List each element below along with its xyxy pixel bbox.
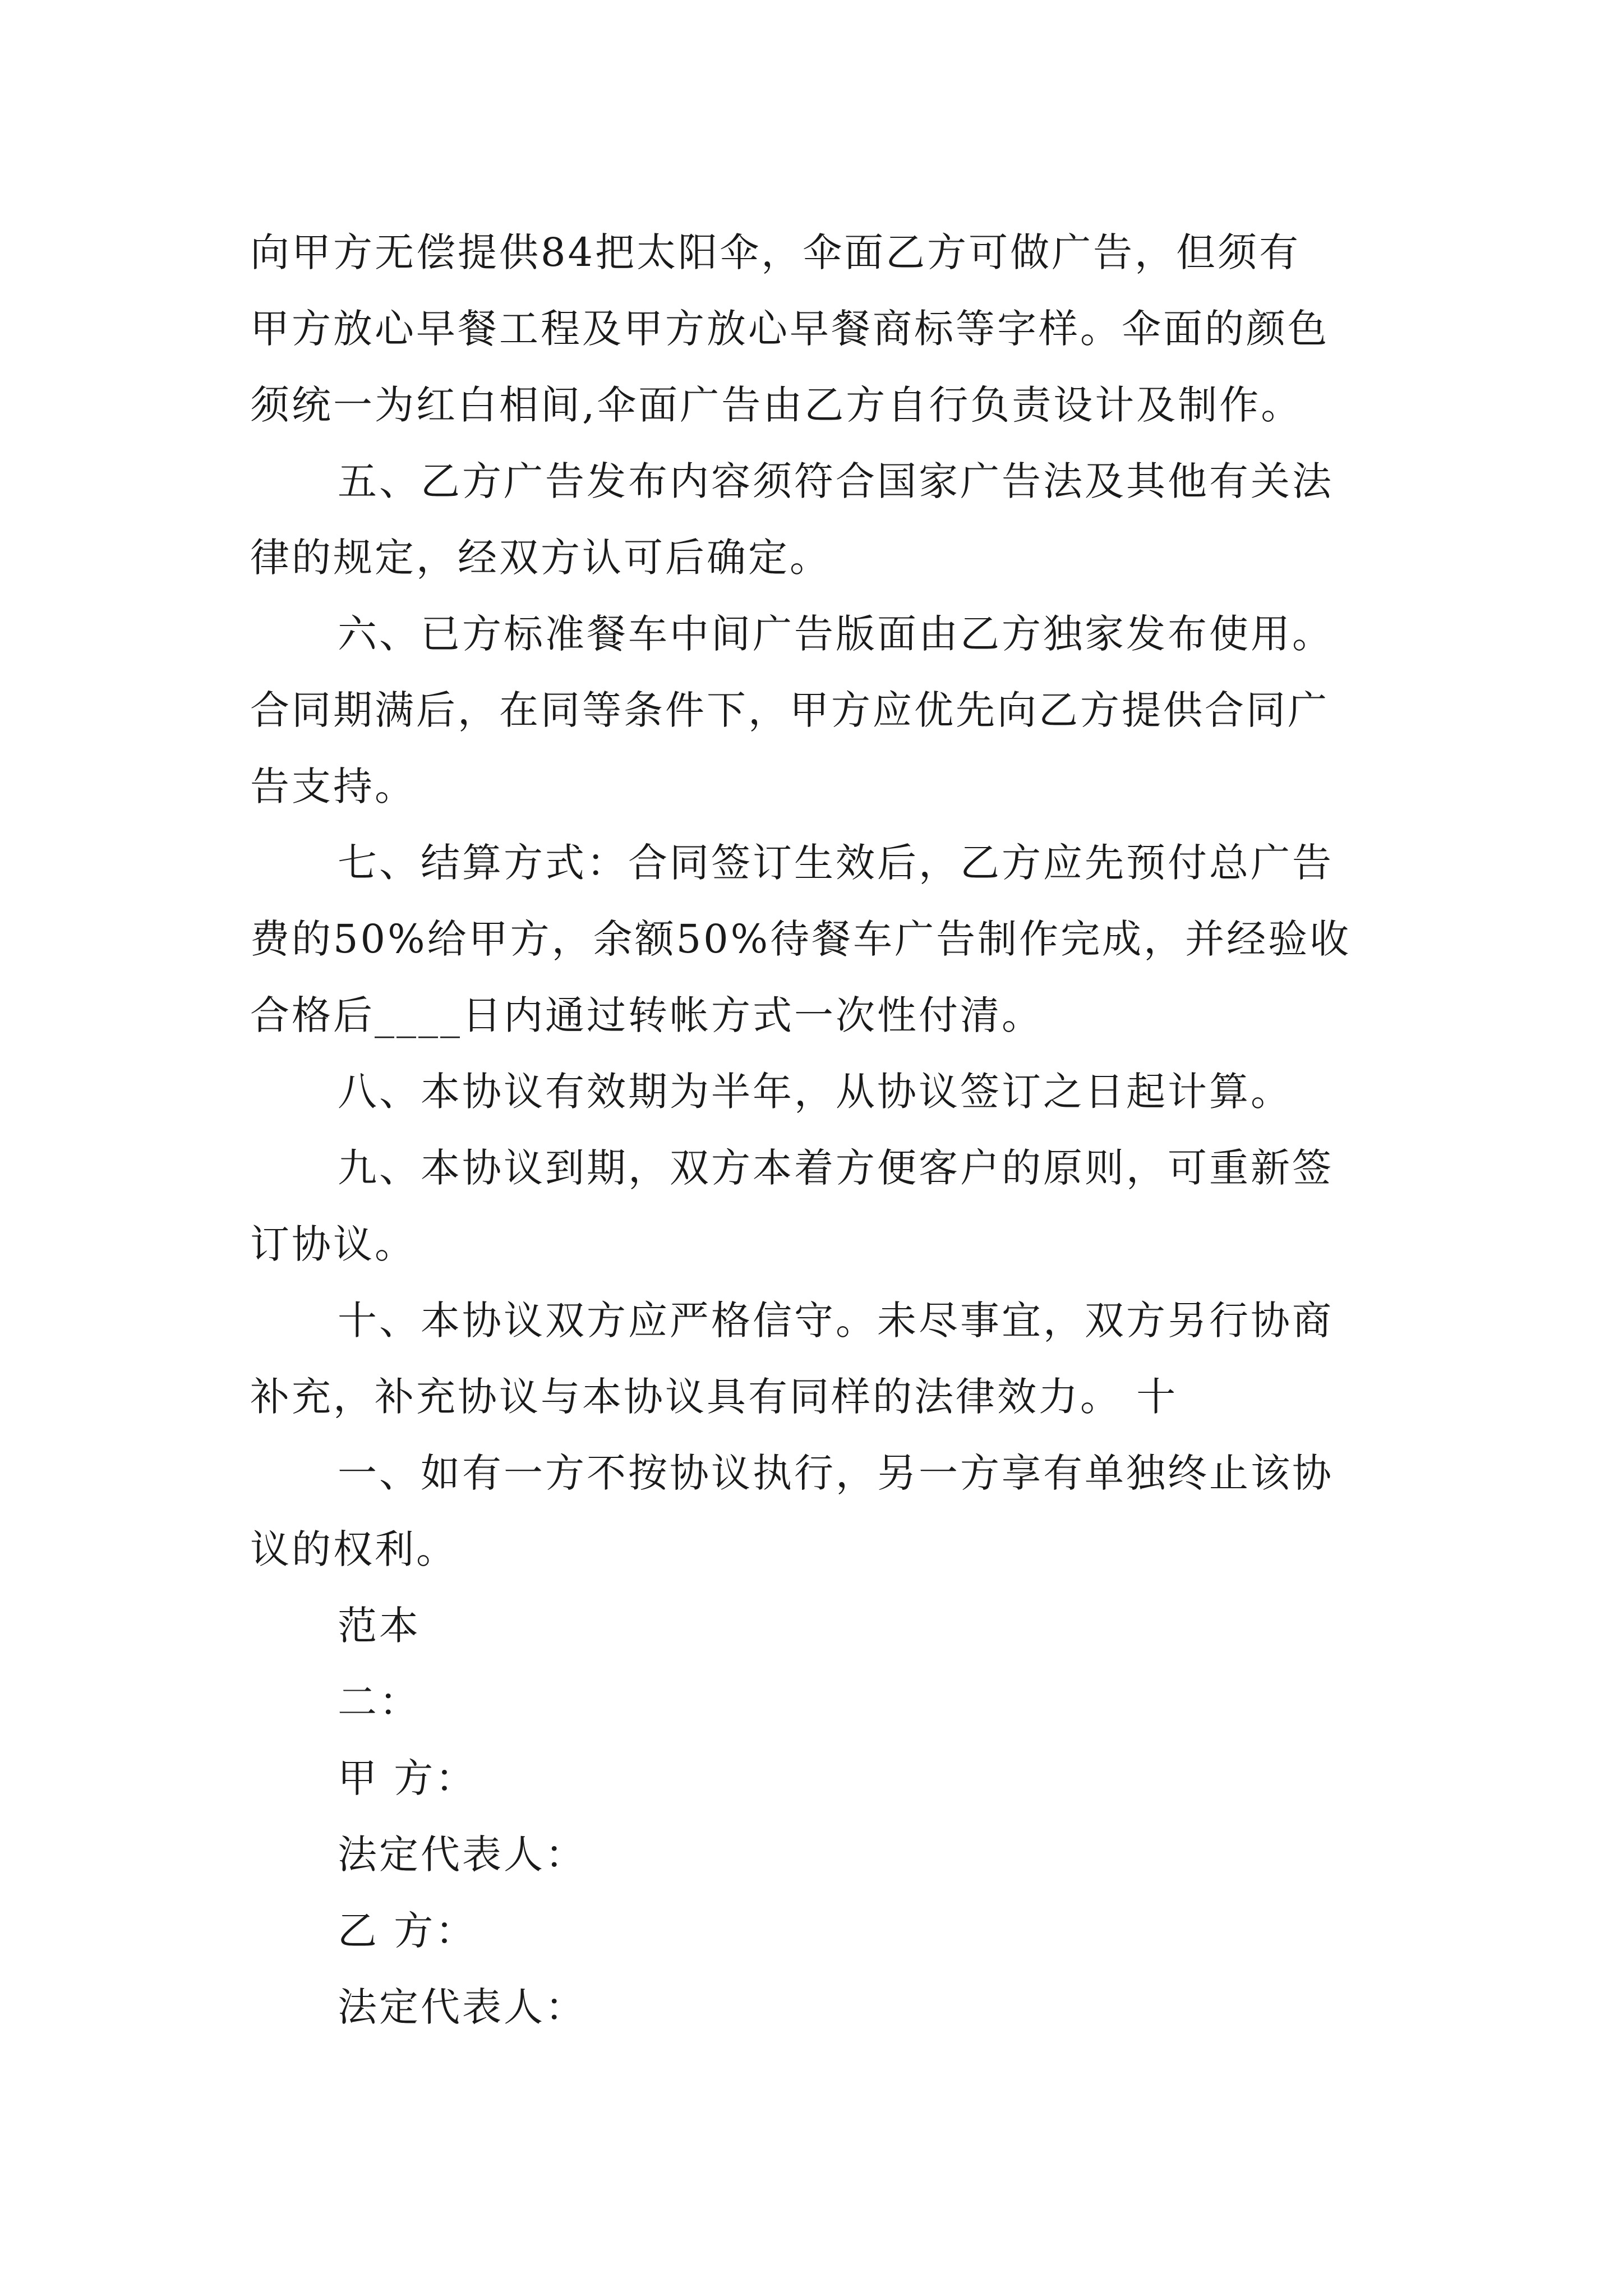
text-line: 合格后____日内通过转帐方式一次性付清。 bbox=[250, 992, 1043, 1038]
clause-six: 六、已方标准餐车中间广告版面由乙方独家发布使用。 bbox=[338, 611, 1334, 657]
text-line: 费的50%给甲方，余额50%待餐车广告制作完成，并经验收 bbox=[250, 916, 1352, 962]
clause-seven: 七、结算方式：合同签订生效后，乙方应先预付总广告 bbox=[338, 840, 1334, 886]
contract-text bbox=[250, 214, 1383, 2045]
clause-five: 五、乙方广告发布内容须符合国家广告法及其他有关法 bbox=[338, 458, 1334, 504]
clause-eleven: 一、如有一方不按协议执行，另一方享有单独终止该协 bbox=[338, 1450, 1334, 1496]
text-line: 告支持。 bbox=[250, 763, 416, 809]
template-label: 范本 bbox=[338, 1603, 421, 1649]
text-line: 补充，补充协议与本协议具有同样的法律效力。 十 bbox=[250, 1374, 1178, 1420]
template-number: 二： bbox=[338, 1679, 421, 1725]
party-a-representative-label: 法定代表人： bbox=[338, 1832, 587, 1878]
party-a-label: 甲 方： bbox=[338, 1755, 477, 1801]
text-line: 甲方放心早餐工程及甲方放心早餐商标等字样。伞面的颜色 bbox=[250, 306, 1329, 352]
text-line: 议的权利。 bbox=[250, 1526, 458, 1572]
text-line: 须统一为红白相间,伞面广告由乙方自行负责设计及制作。 bbox=[250, 382, 1303, 428]
text-line: 订协议。 bbox=[250, 1221, 416, 1267]
text-line: 合同期满后，在同等条件下，甲方应优先向乙方提供合同广 bbox=[250, 687, 1329, 733]
clause-ten: 十、本协议双方应严格信守。未尽事宜，双方另行协商 bbox=[338, 1297, 1334, 1343]
party-b-representative-label: 法定代表人： bbox=[338, 1984, 587, 2030]
clause-nine: 九、本协议到期，双方本着方便客户的原则，可重新签 bbox=[338, 1145, 1334, 1191]
clause-eight: 八、本协议有效期为半年，从协议签订之日起计算。 bbox=[338, 1069, 1292, 1115]
text-line: 律的规定，经双方认可后确定。 bbox=[250, 535, 831, 581]
party-b-label: 乙 方： bbox=[338, 1908, 477, 1954]
text-line: 向甲方无偿提供84把太阳伞，伞面乙方可做广告，但须有 bbox=[250, 229, 1301, 275]
